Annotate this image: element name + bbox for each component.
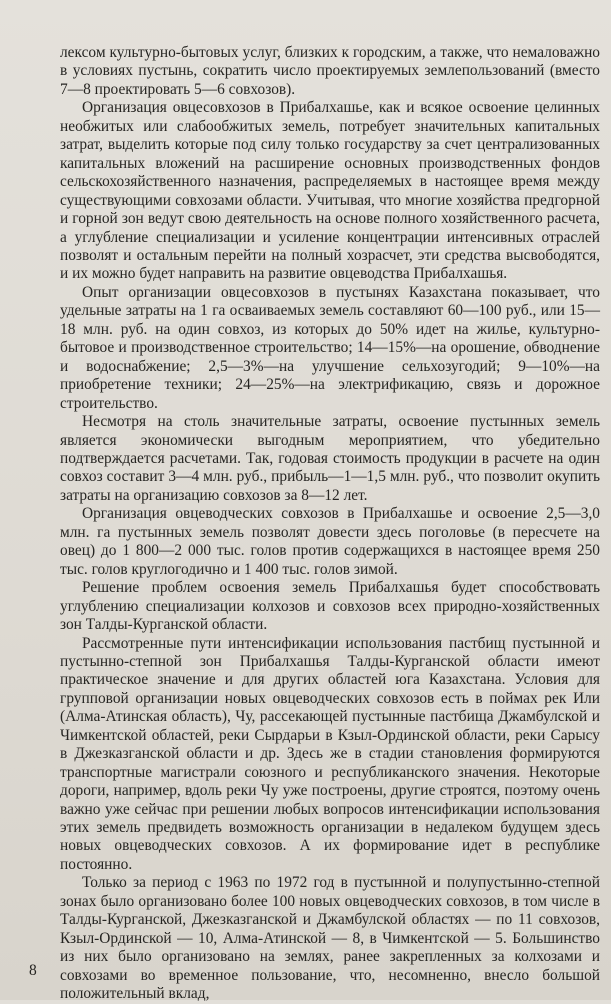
paragraph: Несмотря на столь значительные затраты, освоение пустынных земель является экономически выгодным мероприятием, что убедительно подтверждается расчетами. Так, годовая стоимость продукции в расчете на один совхоз составит 3—4 млн. руб., прибыль—1—1,5 млн. руб., что позволит окупить затраты на организацию совхозов за 8—12 лет. bbox=[60, 413, 600, 504]
paragraph: Рассмотренные пути интенсификации использования пастбищ пустынной и пустынно-степной зон Прибалхашья Талды-Курганской области имеют практическое значение и для других областей юга Казахстана. Условия для групповой организации новых овцеводческих совхозов есть в поймах рек Или (Алма-Атинская область), Чу, рассекающей пустынные пастбища Джамбулской и Чимкентской областей, реки Сырдарьи в Кзыл-Ординской области, реки Сарысу в Джезказганской области и др. Здесь же в стадии становления формируются транспортные магистрали союзного и республиканского значения. Некоторые дороги, например, вдоль реки Чу уже построены, другие строятся, поэтому очень важно уже сейчас при решении любых вопросов интенсификации использования этих земель предвидеть возможность организации в недалеком будущем здесь новых овцеводческих совхозов. А их формирование идет в республике постоянно. bbox=[60, 634, 600, 873]
paragraph: Опыт организации овцесовхозов в пустынях Казахстана показывает, что удельные затраты на 1 га осваиваемых земель составляют 60—100 руб., или 15—18 млн. руб. на один совхоз, из которых до 50% идет на жилье, культурно-бытовое и производственное строительство; 14—15%—на орошение, обводнение и водоснабжение; 2,5—3%—на улучшение сельхозугодий; 9—10%—на приобретение техники; 24—25%—на электрификацию, связь и дорожное строительство. bbox=[60, 283, 600, 412]
paragraph: Организация овцесовхозов в Прибалхашье, как и всякое освоение целинных необжитых или слабообжитых земель, потребует значительных капитальных затрат, выделить которые под силу только государству за счет централизованных капитальных вложений на расширение основных производственных фондов сельскохозяйственного назначения, распределяемых в настоящее время между существующими совхозами области. Учитывая, что многие хозяйства предгорной и горной зон ведут свою деятельность на основе полного хозяйственного расчета, а углубление специализации и усиление концентрации интенсивных отраслей позволят и остальным перейти на полный хозрасчет, эти средства высвободятся, и их можно будет направить на развитие овцеводства Прибалхашья. bbox=[60, 99, 600, 283]
paragraph-continued: лексом культурно-бытовых услуг, близких к городским, а также, что немаловажно в условиях пустынь, сократить число проектируемых землепользований (вместо 7—8 проектировать 5—6 совхозов). bbox=[60, 44, 600, 98]
paragraph: Организация овцеводческих совхозов в Прибалхашье и освоение 2,5—3,0 млн. га пустынных земель позволят довести здесь поголовье (в пересчете на овец) до 1 800—2 000 тыс. голов против содержащихся в настоящее время 250 тыс. голов круглогодично и 1 400 тыс. голов зимой. bbox=[60, 505, 600, 578]
body-text bbox=[60, 44, 600, 1004]
paragraph: Решение проблем освоения земель Прибалхашья будет способствовать углублению специализации колхозов и совхозов всех природно-хозяйственных зон Талды-Курганской области. bbox=[60, 579, 600, 634]
page-number: 8 bbox=[29, 962, 37, 979]
paragraph: Только за период с 1963 по 1972 год в пустынной и полупустынно-степной зонах было организовано более 100 новых овцеводческих совхозов, в том числе в Талды-Курганской, Джезказганской и Джамбулской областях — по 11 совхозов, Кзыл-Ординской — 10, Алма-Атинской — 8, в Чимкентской — 5. Большинство из них было организовано на землях, ранее закрепленных за колхозами и совхозами во временное пользование, что, несомненно, внесло большой положительный вклад, bbox=[60, 874, 600, 1003]
